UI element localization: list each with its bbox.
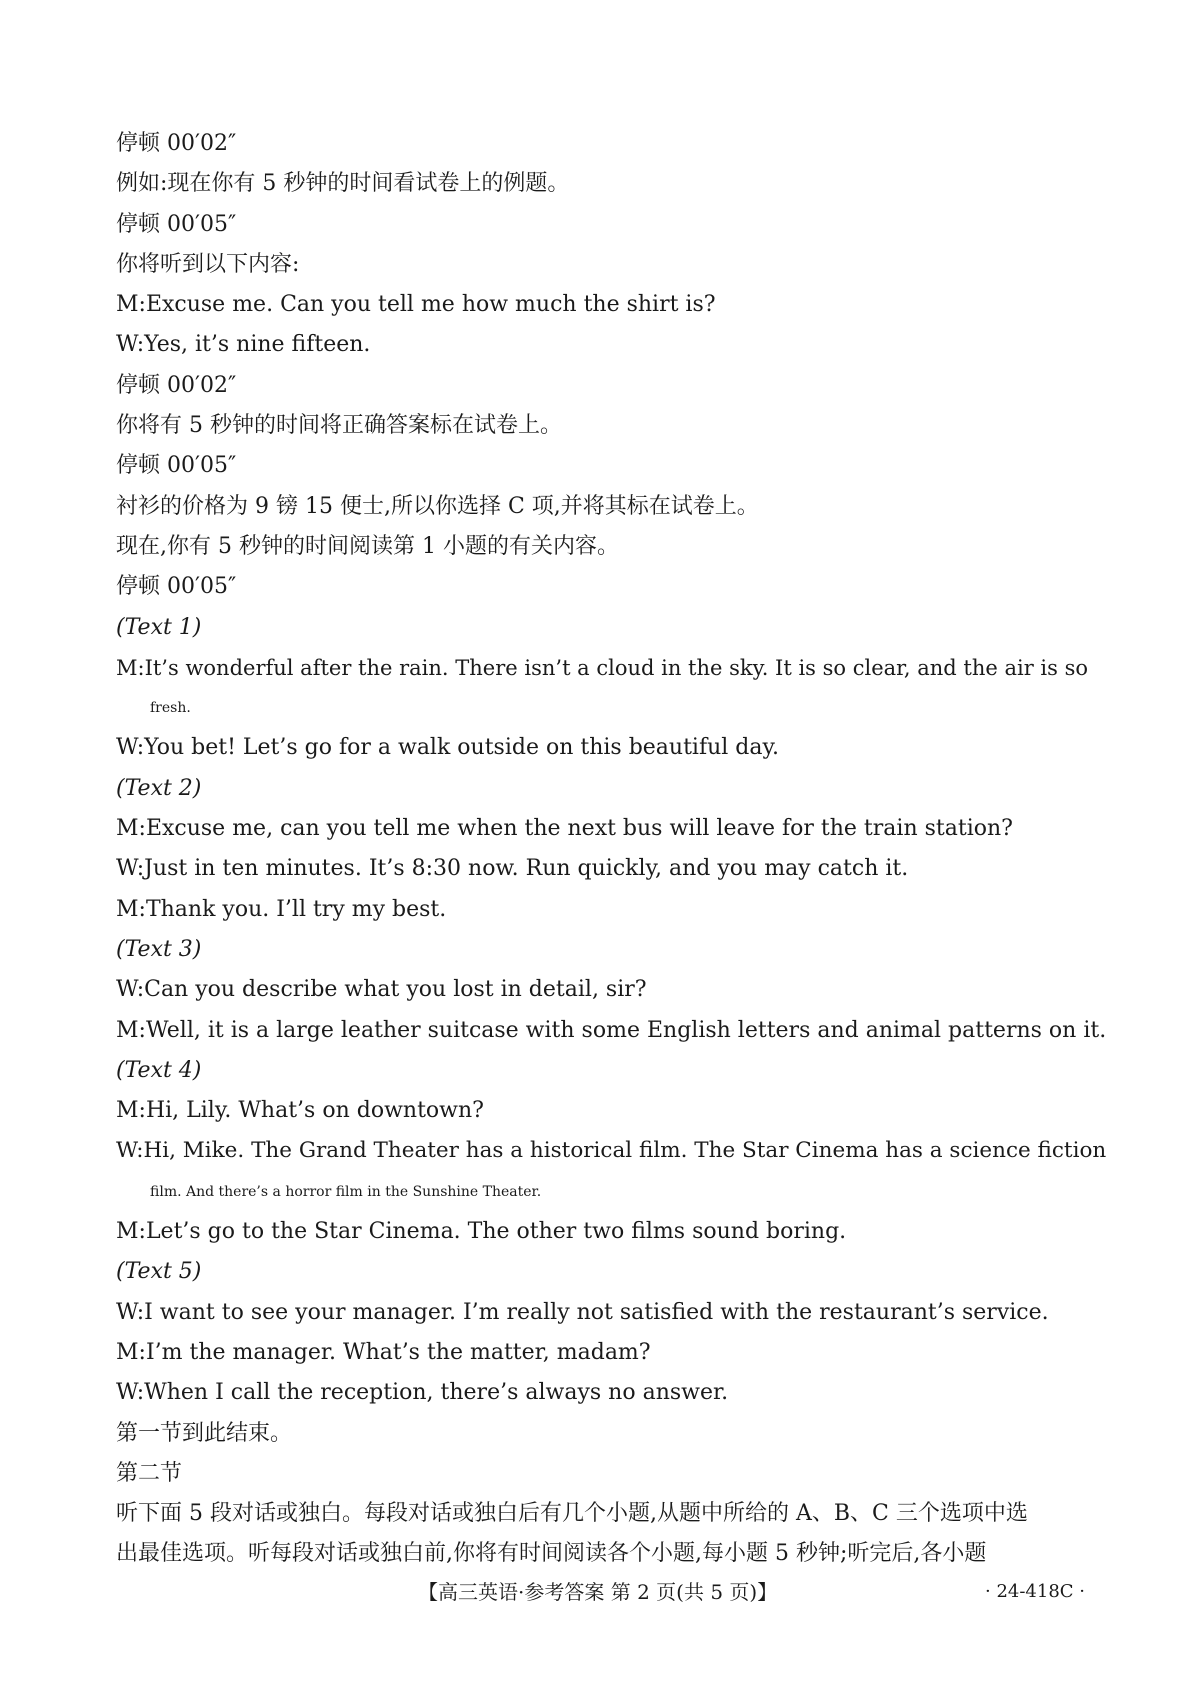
dialogue-line: M:Hi, Lily. What’s on downtown? bbox=[116, 1098, 484, 1124]
dialogue-line: M:Thank you. I’ll try my best. bbox=[116, 896, 447, 922]
pause-line: 停顿 00′02″ bbox=[116, 372, 237, 398]
footer-page-info: 【高三英语·参考答案 第 2 页(共 5 页)】 bbox=[418, 1580, 778, 1604]
section-heading: 第二节 bbox=[116, 1460, 183, 1486]
text-heading: (Text 1) bbox=[116, 614, 202, 640]
dialogue-line-continued: film. And there’s a horror film in the Sunshine Theater. bbox=[150, 1183, 542, 1200]
dialogue-line: M:Well, it is a large leather suitcase with some English letters and animal patterns on it. bbox=[116, 1017, 1107, 1043]
answer-instruction: 你将有 5 秒钟的时间将正确答案标在试卷上。 bbox=[116, 413, 562, 439]
pause-line: 停顿 00′02″ bbox=[116, 131, 237, 156]
section-instruction: 听下面 5 段对话或独白。每段对话或独白后有几个小题,从题中所给的 A、B、C 三个选项中选 bbox=[116, 1501, 1028, 1527]
dialogue-line-continued: fresh. bbox=[150, 700, 191, 717]
dialogue-line: M:It’s wonderful after the rain. There isn’t a cloud in the sky. It is so clear, and the air is so bbox=[116, 655, 1088, 680]
dialogue-line: M:Let’s go to the Star Cinema. The other two films sound boring. bbox=[116, 1219, 847, 1245]
text-heading: (Text 5) bbox=[116, 1259, 202, 1285]
pause-line: 停顿 00′05″ bbox=[116, 453, 237, 479]
pause-line: 停顿 00′05″ bbox=[116, 574, 237, 600]
dialogue-line: M:I’m the manager. What’s the matter, madam? bbox=[116, 1339, 651, 1365]
text-heading: (Text 3) bbox=[116, 936, 202, 962]
section-instruction: 出最佳选项。听每段对话或独白前,你将有时间阅读各个小题,每小题 5 秒钟;听完后,各小题 bbox=[116, 1541, 987, 1567]
text-heading: (Text 2) bbox=[116, 775, 202, 801]
listen-instruction: 你将听到以下内容: bbox=[116, 251, 300, 277]
section-end: 第一节到此结束。 bbox=[116, 1420, 293, 1446]
document-body bbox=[116, 124, 1106, 1575]
text-heading: (Text 4) bbox=[116, 1057, 202, 1083]
dialogue-line: W:Hi, Mike. The Grand Theater has a historical film. The Star Cinema has a science fiction bbox=[116, 1138, 1107, 1164]
dialogue-line: W:Can you describe what you lost in detail, sir? bbox=[116, 977, 647, 1003]
dialogue-line: W:You bet! Let’s go for a walk outside on this beautiful day. bbox=[116, 735, 780, 761]
example-explanation: 衬衫的价格为 9 镑 15 便士,所以你选择 C 项,并将其标在试卷上。 bbox=[116, 493, 759, 519]
dialogue-line: W:Just in ten minutes. It’s 8:30 now. Run quickly, and you may catch it. bbox=[116, 856, 909, 882]
dialogue-line: W:Yes, it’s nine fifteen. bbox=[116, 332, 371, 358]
example-instruction: 例如:现在你有 5 秒钟的时间看试卷上的例题。 bbox=[116, 171, 570, 197]
dialogue-line: W:When I call the reception, there’s always no answer. bbox=[116, 1380, 729, 1406]
dialogue-line: W:I want to see your manager. I’m really not satisfied with the restaurant’s service. bbox=[116, 1299, 1049, 1325]
dialogue-line: M:Excuse me. Can you tell me how much the shirt is? bbox=[116, 292, 716, 318]
dialogue-line: M:Excuse me, can you tell me when the next bus will leave for the train station? bbox=[116, 816, 1013, 842]
footer-code: · 24-418C · bbox=[985, 1581, 1086, 1602]
reading-instruction: 现在,你有 5 秒钟的时间阅读第 1 小题的有关内容。 bbox=[116, 533, 619, 559]
pause-line: 停顿 00′05″ bbox=[116, 211, 237, 237]
